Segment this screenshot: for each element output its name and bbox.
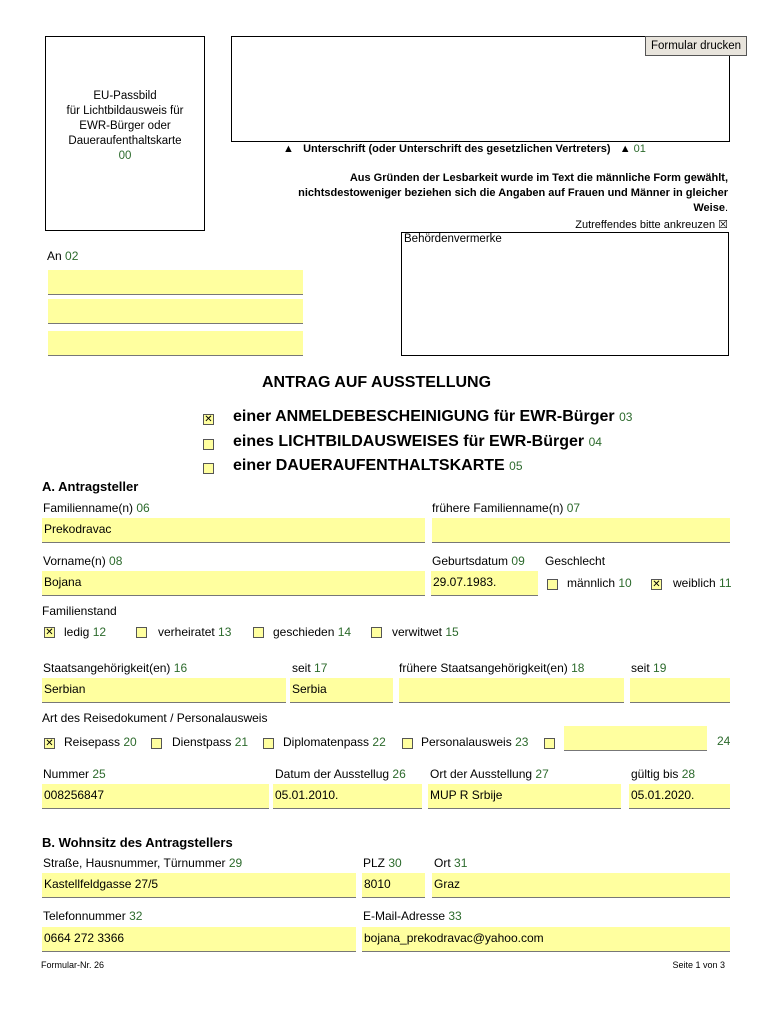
first-name-input[interactable]: Bojana [42,571,425,596]
zip-label: PLZ 30 [363,856,402,870]
surname-label: Familienname(n) 06 [43,501,150,515]
street-label: Straße, Hausnummer, Türnummer 29 [43,856,243,870]
option-photo-id-checkbox[interactable] [203,439,214,450]
doc-id-label: Personalausweis 23 [421,735,529,749]
doc-type-label: Art des Reisedokument / Personalausweis [42,711,268,725]
gender-notice: Aus Gründen der Lesbarkeit wurde im Text die männliche Form gewählt, nichtsdestoweniger beziehen sich die Angaben auf Frauen und Männer in gleicher Weise. [298,172,728,214]
doc-service-checkbox[interactable] [151,738,162,749]
doc-other-checkbox[interactable] [544,738,555,749]
marital-single-checkbox[interactable]: ✕ [45,627,54,638]
option-residence-card-label: einer DAUERAUFENTHALTSKARTE 05 [233,457,523,474]
email-label: E-Mail-Adresse 33 [363,909,462,923]
birth-date-label: Geburtsdatum 09 [432,554,525,568]
first-name-label: Vorname(n) 08 [43,554,123,568]
issue-date-input[interactable]: 05.01.2010. [273,784,422,809]
city-input[interactable]: Graz [432,873,730,898]
to-label: An 02 [47,249,79,263]
citizenship-input[interactable]: Serbian [42,678,286,703]
issue-date-label: Datum der Ausstellug 26 [275,767,406,781]
marital-label: Familienstand [42,604,117,618]
option-residence-card-checkbox[interactable] [203,463,214,474]
marital-married-checkbox[interactable] [136,627,147,638]
since2-label: seit 19 [631,661,667,675]
doc-other-input[interactable] [564,726,707,751]
print-button[interactable]: Formular drucken [645,36,747,56]
gender-male-checkbox[interactable] [547,579,558,590]
option-photo-id-label: eines LICHTBILDAUSWEISES für EWR-Bürger 04 [233,433,602,450]
former-citizenship-label: frühere Staatsangehörigkeit(en) 18 [399,661,585,675]
doc-other-num: 24 [717,734,731,748]
doc-number-input[interactable]: 008256847 [42,784,269,809]
authority-notes-box: Behördenvermerke [401,232,729,356]
valid-until-input[interactable]: 05.01.2020. [629,784,730,809]
since-label: seit 17 [292,661,328,675]
to-field-3[interactable] [48,331,303,356]
doc-diplomatic-label: Diplomatenpass 22 [283,735,386,749]
gender-female-checkbox[interactable]: ✕ [652,579,661,590]
gender-female-label: weiblich 11 [673,576,732,590]
signature-label: ▲ Unterschrift (oder Unterschrift des gesetzlichen Vertreters) ▲ 01 [283,143,646,155]
since2-input[interactable] [630,678,730,703]
doc-id-checkbox[interactable] [402,738,413,749]
birth-date-input[interactable]: 29.07.1983. [431,571,538,596]
photo-caption: EU-Passbild für Lichtbildausweis für EWR-Bürger oder Daueraufenthaltskarte 00 [66,90,184,162]
option-registration-label: einer ANMELDEBESCHEINIGUNG für EWR-Bürger 03 [233,408,633,425]
marital-divorced-label: geschieden 14 [273,625,352,639]
section-a-title: A. Antragsteller [42,479,139,494]
marital-widowed-label: verwitwet 15 [392,625,459,639]
doc-service-label: Dienstpass 21 [172,735,249,749]
since-input[interactable]: Serbia [290,678,393,703]
former-surname-input[interactable] [432,518,730,543]
street-input[interactable]: Kastellfeldgasse 27/5 [42,873,356,898]
doc-passport-checkbox[interactable]: ✕ [45,738,54,749]
former-citizenship-input[interactable] [399,678,624,703]
issue-place-label: Ort der Ausstellung 27 [430,767,549,781]
doc-number-label: Nummer 25 [43,767,106,781]
doc-diplomatic-checkbox[interactable] [263,738,274,749]
marital-single-label: ledig 12 [64,625,107,639]
marital-married-label: verheiratet 13 [158,625,232,639]
tick-hint: Zutreffendes bitte ankreuzen ☒ [575,219,728,231]
to-field-1[interactable] [48,270,303,295]
marital-widowed-checkbox[interactable] [371,627,382,638]
city-label: Ort 31 [434,856,468,870]
form-title: ANTRAG AUF AUSSTELLUNG [262,374,492,391]
option-registration-checkbox[interactable]: ✕ [204,414,213,425]
former-surname-label: frühere Familienname(n) 07 [432,501,581,515]
marital-divorced-checkbox[interactable] [253,627,264,638]
surname-input[interactable]: Prekodravac [42,518,425,543]
to-field-2[interactable] [48,299,303,324]
section-b-title: B. Wohnsitz des Antragstellers [42,835,233,850]
citizenship-label: Staatsangehörigkeit(en) 16 [43,661,188,675]
gender-label: Geschlecht [545,554,606,568]
phone-label: Telefonnummer 32 [43,909,143,923]
zip-input[interactable]: 8010 [362,873,425,898]
valid-until-label: gültig bis 28 [631,767,696,781]
doc-passport-label: Reisepass 20 [64,735,137,749]
email-input[interactable]: bojana_prekodravac@yahoo.com [362,927,730,952]
gender-male-label: männlich 10 [567,576,632,590]
issue-place-input[interactable]: MUP R Srbije [428,784,621,809]
phone-input[interactable]: 0664 272 3366 [42,927,356,952]
form-number: Formular-Nr. 26 [41,960,105,970]
page-number: Seite 1 von 3 [672,960,725,970]
